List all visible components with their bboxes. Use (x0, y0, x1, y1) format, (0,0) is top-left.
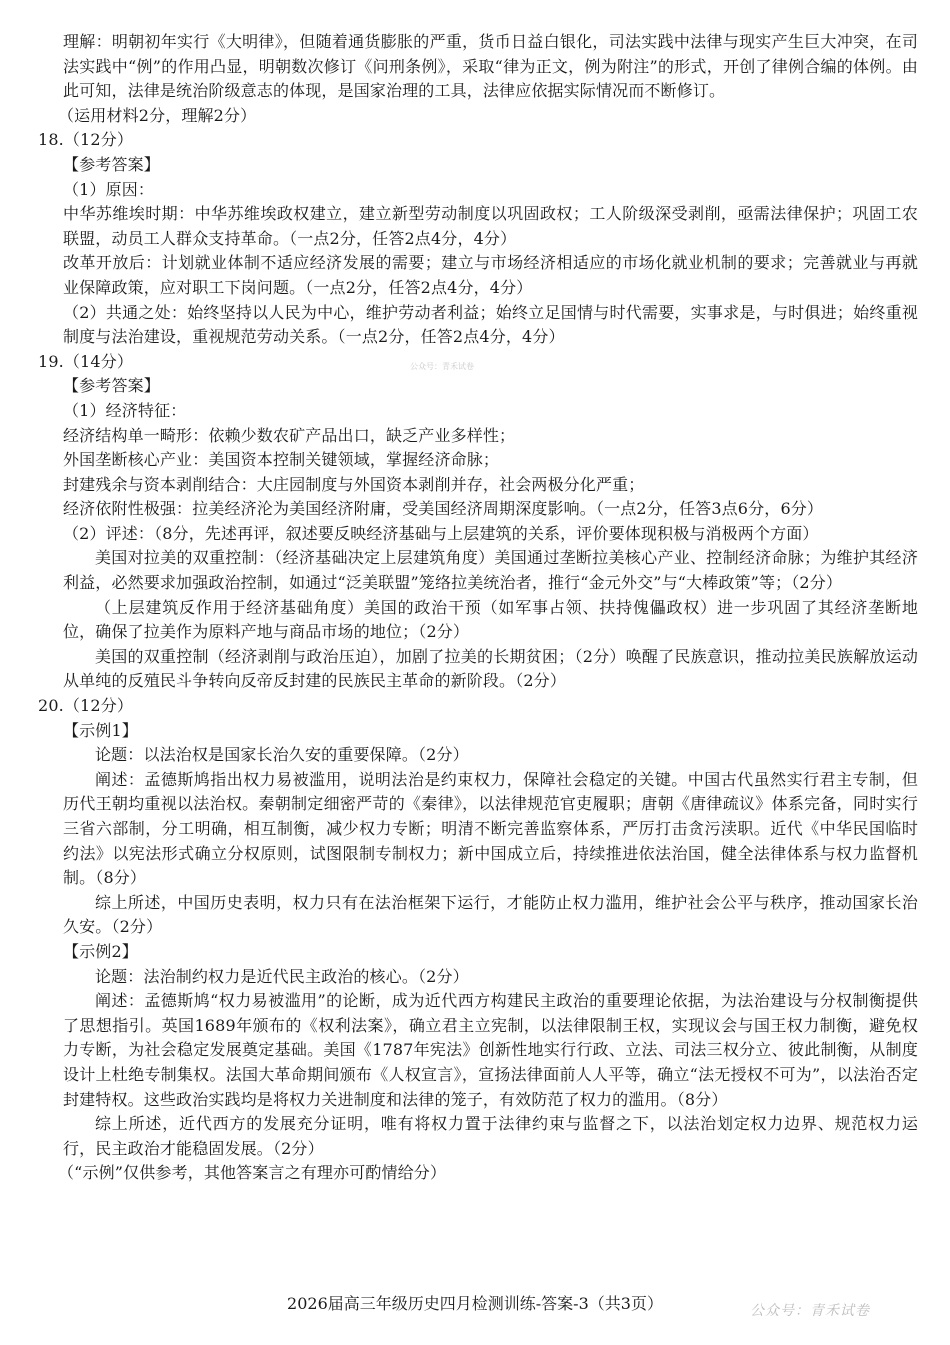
intro-paragraph: 理解：明朝初年实行《大明律》，但随着通货膨胀的严重，货币日益白银化，司法实践中法律与现实产生巨大冲突，在司法实践中“例”的作用凸显，明朝数次修订《问刑条例》，采取“律为正文，例为附注”的形式，开创了律例合编的体例。由此可知，法律是统治阶级意志的体现，是国家治理的工具，法律应依据实际情况而不断修订。 (63, 32, 918, 101)
q20-note: （“示例”仅供参考，其他答案言之有理亦可酌情给分） (58, 1163, 447, 1183)
q20-heading: 20.（12分） (38, 696, 134, 716)
q20-example2-conclusion: 综上所述，近代西方的发展充分证明，唯有将权力置于法律约束与监督之下，以法治划定权力边界、规范权力运行，民主政治才能稳固发展。（2分） (63, 1114, 918, 1158)
watermark-center: 公众号：青禾试卷 (410, 362, 474, 371)
q19-answer-label: 【参考答案】 (63, 376, 160, 396)
q20-example2-label: 【示例2】 (63, 941, 138, 961)
q19-item: 经济结构单一畸形：依赖少数农矿产品出口，缺乏产业多样性； (63, 425, 516, 445)
q19-paragraph: （上层建筑反作用于经济基础角度）美国的政治干预（如军事占领、扶持傀儡政权）进一步巩固了其经济垄断地位，确保了拉美作为原料产地与商品市场的地位；（2分） (63, 597, 918, 642)
q18-part1-label: （1）原因： (63, 179, 155, 199)
intro-score-note: （运用材料2分，理解2分） (58, 105, 257, 125)
watermark-footer: 公众号：青禾试卷 (750, 1303, 870, 1319)
q18-part1-reform: 改革开放后：计划就业体制不适应经济发展的需要；建立与市场经济相适应的市场化就业机制的要求；完善就业与再就业保障政策，应对职工下岗问题。（一点2分，任答2点4分，4分） (63, 253, 918, 297)
q19-part1-label: （1）经济特征： (63, 400, 187, 420)
q19-item: 外国垄断核心产业：美国资本控制关键领域，掌握经济命脉； (63, 450, 500, 470)
q20-example1-conclusion: 综上所述，中国历史表明，权力只有在法治框架下运行，才能防止权力滥用，维护社会公平与秩序，推动国家长治久安。（2分） (63, 892, 918, 937)
q19-paragraph: 美国的双重控制（经济剥削与政治压迫），加剧了拉美的长期贫困；（2分）唤醒了民族意识，推动拉美民族解放运动从单纯的反殖民斗争转向反帝反封建的民族民主革命的新阶段。（2分） (63, 646, 918, 691)
q20-example1-thesis: 论题：以法治权是国家长治久安的重要保障。（2分） (95, 745, 469, 765)
q18-part2: （2）共通之处：始终坚持以人民为中心，维护劳动者利益；始终立足国情与时代需要，实事求是，与时俱进；始终重视制度与法治建设，重视规范劳动关系。（一点2分，任答2点4分，4分） (63, 302, 918, 347)
q18-part1-soviet: 中华苏维埃时期：中华苏维埃政权建立，建立新型劳动制度以巩固政权；工人阶级深受剥削，亟需法律保护；巩固工农联盟，动员工人群众支持革命。（一点2分，任答2点4分，4分） (63, 204, 918, 248)
q20-example1-body: 阐述：孟德斯鸠指出权力易被滥用，说明法治是约束权力，保障社会稳定的关键。中国古代虽然实行君主专制，但历代王朝均重视以法治权。秦朝制定细密严苛的《秦律》，以法律规范官吏履职；唐朝《唐律疏议》体系完备，同时实行三省六部制，分工明确，相互制衡，减少权力专断；明清不断完善监察体系，严厉打击贪污渎职。近代《中华民国临时约法》以宪法形式确立分权原则，试图限制专制权力；新中国成立后，持续推进依法治国，健全法律体系与权力监督机制。（8分） (63, 769, 918, 888)
q19-item: 经济依附性极强：拉美经济沦为美国经济附庸，受美国经济周期深度影响。（一点2分，任答3点6分，6分） (63, 499, 824, 519)
q19-paragraph: 美国对拉美的双重控制：（经济基础决定上层建筑角度）美国通过垄断拉美核心产业、控制经济命脉；为维护其经济利益，必然要求加强政治控制，如通过“泛美联盟”笼络拉美统治者，推行“金元外交”与“大棒政策”等；（2分） (63, 548, 918, 593)
q20-example1-label: 【示例1】 (63, 720, 138, 740)
q20-example2-thesis: 论题：法治制约权力是近代民主政治的核心。（2分） (95, 966, 469, 986)
q19-item: 封建残余与资本剥削结合：大庄园制度与外国资本剥削并存，社会两极分化严重； (63, 474, 645, 494)
q18-heading: 18.（12分） (38, 130, 134, 150)
q19-heading: 19.（14分） (38, 351, 134, 371)
answer-content (38, 30, 918, 1186)
q18-answer-label: 【参考答案】 (63, 154, 160, 174)
q20-example2-body: 阐述：孟德斯鸠“权力易被滥用”的论断，成为近代西方构建民主政治的重要理论依据，为法治建设与分权制衡提供了思想指引。英国1689年颁布的《权利法案》，确立君主立宪制，以法律限制王权，实现议会与国王权力制衡，避免权力专断，为社会稳定发展奠定基础。美国《1787年宪法》创新性地实行行政、立法、司法三权分立、彼此制衡，从制度设计上杜绝专制集权。法国大革命期间颁布《人权宣言》，宣扬法律面前人人平等，确立“法无授权不可为”，以法治否定封建特权。这些政治实践均是将权力关进制度和法律的笼子，有效防范了权力的滥用。（8分） (63, 991, 918, 1109)
q19-part2-label: （2）评述：（8分，先述再评，叙述要反映经济基础与上层建筑的关系，评价要体现积极与消极两个方面） (63, 523, 819, 543)
page-footer: 2026届高三年级历史四月检测训练-答案-3（共3页） (287, 1294, 663, 1313)
